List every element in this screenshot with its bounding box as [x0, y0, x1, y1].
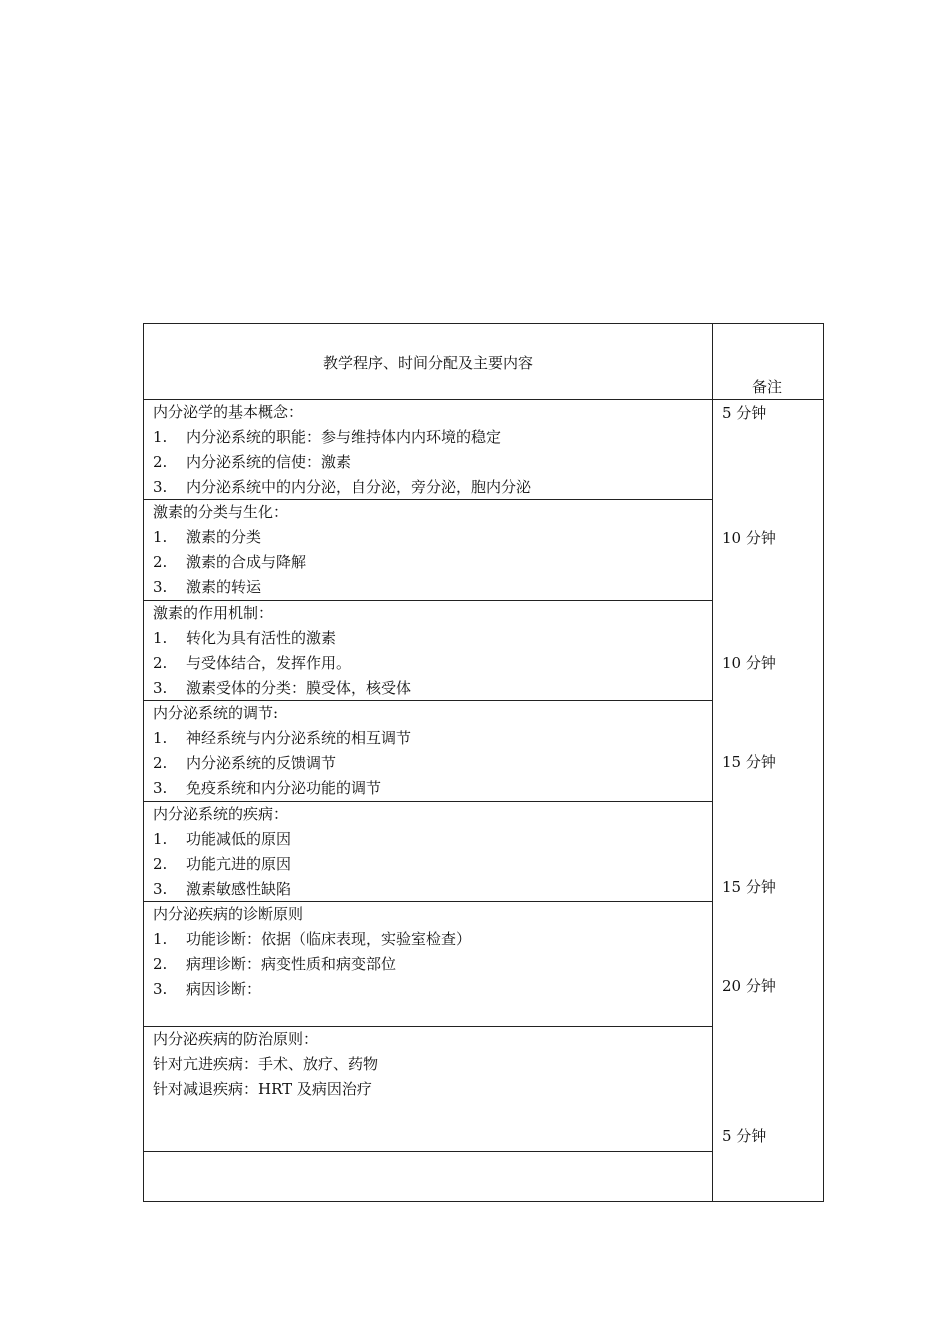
list-item: [153, 425, 708, 450]
list-item: [153, 651, 708, 676]
item-text: 功能诊断：依据（临床表现，实验室检查）: [186, 930, 472, 948]
list-item: [153, 475, 708, 500]
time-note: 10 分钟: [722, 654, 776, 672]
item-text: 神经系统与内分泌系统的相互调节: [186, 729, 412, 747]
item-number: 2.: [153, 955, 168, 973]
section-basic-concepts: [153, 400, 708, 500]
item-text: 内分泌系统的职能：参与维持体内内环境的稳定: [186, 428, 502, 446]
list-item: [153, 626, 708, 651]
item-text: 内分泌系统的反馈调节: [186, 754, 337, 772]
item-number: 1.: [153, 830, 168, 848]
section-title: 内分泌学的基本概念：: [153, 403, 304, 421]
list-item: [153, 676, 708, 701]
column-divider: [712, 323, 713, 1202]
item-number: 2.: [153, 453, 168, 471]
list-item: [153, 550, 708, 575]
list-item: [153, 827, 708, 852]
item-text: 功能减低的原因: [186, 830, 292, 848]
item-text: 病理诊断：病变性质和病变部位: [186, 955, 397, 973]
item-number: 3.: [153, 880, 168, 898]
item-number: 3.: [153, 779, 168, 797]
item-number: 2.: [153, 553, 168, 571]
time-note: 5 分钟: [722, 1127, 767, 1145]
section-diagnosis: [153, 902, 708, 1002]
section-regulation: [153, 701, 708, 801]
item-text: 功能亢进的原因: [186, 855, 292, 873]
header-note: 备注: [752, 378, 783, 396]
time-note: 5 分钟: [722, 404, 767, 422]
list-item: [153, 852, 708, 877]
item-text: 内分泌系统中的内分泌，自分泌，旁分泌，胞内分泌: [186, 478, 532, 496]
item-number: 1.: [153, 528, 168, 546]
item-number: 1.: [153, 729, 168, 747]
item-text: 激素的转运: [186, 578, 262, 596]
list-item: 针对亢进疾病：手术、放疗、药物: [153, 1055, 379, 1073]
item-text: 内分泌系统的信使：激素: [186, 453, 352, 471]
item-number: 2.: [153, 855, 168, 873]
section-title: 内分泌系统的调节:: [153, 704, 279, 722]
list-item: 针对减退疾病：HRT 及病因治疗: [153, 1080, 372, 1098]
item-text: 与受体结合，发挥作用。: [186, 654, 352, 672]
item-number: 3.: [153, 578, 168, 596]
item-number: 3.: [153, 478, 168, 496]
section-treatment: [153, 1027, 708, 1102]
item-number: 1.: [153, 428, 168, 446]
time-note: 10 分钟: [722, 529, 776, 547]
list-item: [153, 726, 708, 751]
item-number: 1.: [153, 930, 168, 948]
item-number: 1.: [153, 629, 168, 647]
section-title: 激素的作用机制：: [153, 604, 274, 622]
item-text: 激素的合成与降解: [186, 553, 307, 571]
item-text: 激素受体的分类：膜受体，核受体: [186, 679, 412, 697]
item-number: 2.: [153, 654, 168, 672]
list-item: [153, 450, 708, 475]
list-item: [153, 952, 708, 977]
list-item: [153, 776, 708, 801]
list-item: [153, 575, 708, 600]
item-number: 3.: [153, 679, 168, 697]
section-title: 内分泌疾病的诊断原则: [153, 905, 304, 923]
item-text: 病因诊断：: [186, 980, 262, 998]
section-hormone-classification: [153, 500, 708, 600]
section-hormone-mechanism: [153, 601, 708, 701]
section-diseases: [153, 802, 708, 902]
section-title: 内分泌疾病的防治原则：: [153, 1030, 319, 1048]
list-item: [153, 877, 708, 902]
item-number: 2.: [153, 754, 168, 772]
section-title: 激素的分类与生化：: [153, 503, 289, 521]
item-number: 3.: [153, 980, 168, 998]
list-item: [153, 525, 708, 550]
time-note: 20 分钟: [722, 977, 776, 995]
list-item: [153, 927, 708, 952]
time-note: 15 分钟: [722, 753, 776, 771]
list-item: [153, 977, 708, 1002]
item-text: 激素的分类: [186, 528, 262, 546]
header-title: 教学程序、时间分配及主要内容: [322, 354, 533, 372]
item-text: 激素敏感性缺陷: [186, 880, 292, 898]
item-text: 转化为具有活性的激素: [186, 629, 337, 647]
list-item: [153, 751, 708, 776]
section-title: 内分泌系统的疾病：: [153, 805, 289, 823]
time-note: 15 分钟: [722, 878, 776, 896]
item-text: 免疫系统和内分泌功能的调节: [186, 779, 382, 797]
row-divider: [143, 1151, 713, 1152]
